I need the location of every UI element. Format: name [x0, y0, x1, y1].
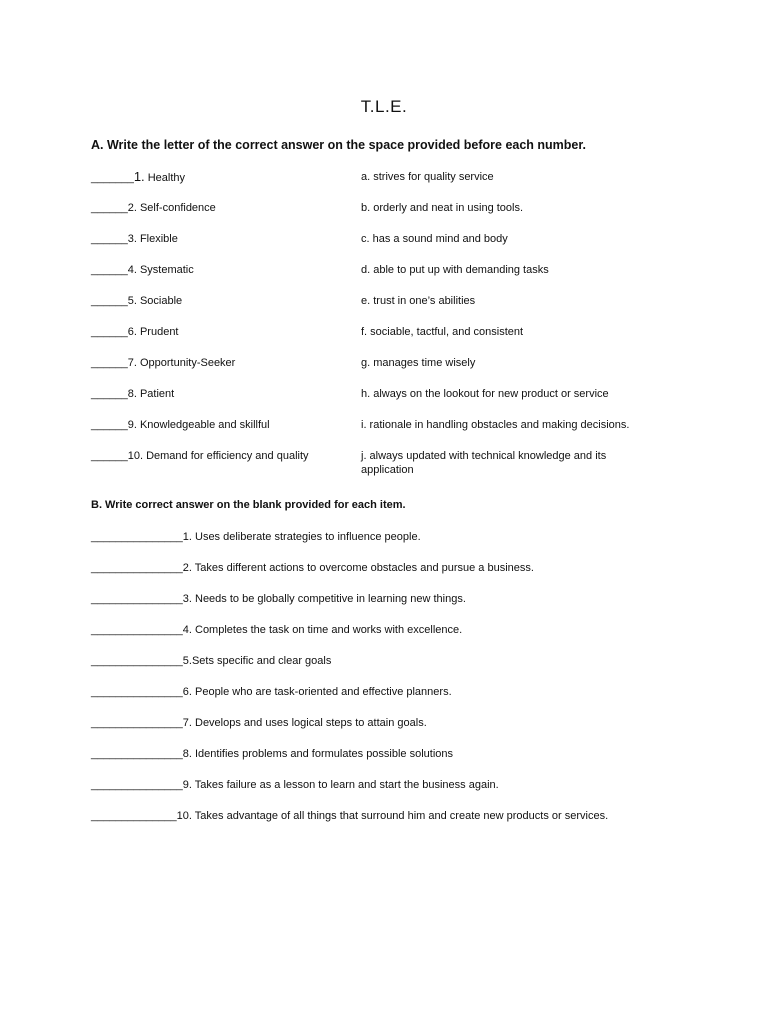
- matching-item: [91, 201, 691, 232]
- matching-list: [91, 170, 691, 491]
- matching-item: [91, 170, 691, 201]
- item-number: 2.: [127, 202, 137, 214]
- answer-blank[interactable]: ______: [91, 388, 128, 400]
- term-text: Flexible: [136, 233, 178, 245]
- matching-item: [91, 294, 691, 325]
- matching-term: [91, 232, 346, 246]
- matching-choice: b. orderly and neat in using tools.: [361, 202, 524, 214]
- matching-item: [91, 263, 691, 294]
- item-number: 8.: [127, 388, 137, 400]
- answer-blank[interactable]: ______: [91, 419, 128, 431]
- matching-term: [91, 170, 346, 185]
- term-text: Healthy: [144, 172, 186, 184]
- answer-blank[interactable]: ______: [91, 202, 128, 214]
- fill-in-item[interactable]: _______________9. Takes failure as a lesson to learn and start the business again.: [91, 779, 499, 791]
- term-text: Prudent: [136, 326, 179, 338]
- matching-choice: g. manages time wisely: [361, 357, 476, 369]
- matching-term: [91, 418, 346, 432]
- matching-term: [91, 387, 346, 401]
- matching-choice: j. always updated with technical knowledge and its application: [361, 450, 607, 476]
- item-number: 4.: [127, 264, 137, 276]
- answer-blank[interactable]: ______: [91, 450, 128, 462]
- matching-choice: c. has a sound mind and body: [361, 233, 508, 245]
- matching-item: [91, 449, 691, 491]
- item-number: 3.: [127, 233, 137, 245]
- matching-item: [91, 387, 691, 418]
- matching-item: [91, 232, 691, 263]
- matching-item: [91, 325, 691, 356]
- fill-in-item[interactable]: _______________8. Identifies problems and formulates possible solutions: [91, 748, 454, 760]
- answer-blank[interactable]: ______: [91, 357, 128, 369]
- section-a-heading: A. Write the letter of the correct answer on the space provided before each number.: [91, 138, 587, 152]
- matching-choice: f. sociable, tactful, and consistent: [361, 326, 524, 338]
- fill-in-item[interactable]: _______________1. Uses deliberate strategies to influence people.: [91, 531, 421, 543]
- term-text: Sociable: [136, 295, 183, 307]
- fill-in-item[interactable]: _______________3. Needs to be globally competitive in learning new things.: [91, 593, 466, 605]
- matching-choice: a. strives for quality service: [361, 171, 494, 183]
- fill-in-list: [91, 530, 711, 840]
- matching-item: [91, 418, 691, 449]
- matching-choice: d. able to put up with demanding tasks: [361, 264, 549, 276]
- matching-term: [91, 294, 346, 308]
- item-number: 7.: [127, 357, 137, 369]
- term-text: Patient: [136, 388, 175, 400]
- page-title: T.L.E.: [360, 97, 408, 116]
- answer-blank[interactable]: ______: [91, 295, 128, 307]
- matching-item: [91, 356, 691, 387]
- term-text: Opportunity-Seeker: [136, 357, 236, 369]
- fill-in-item[interactable]: _______________7. Develops and uses logical steps to attain goals.: [91, 717, 427, 729]
- matching-term: [91, 449, 346, 463]
- item-number: 6.: [127, 326, 137, 338]
- fill-in-item[interactable]: ______________10. Takes advantage of all things that surround him and create new products or services.: [91, 810, 609, 822]
- matching-choice: i. rationale in handling obstacles and making decisions.: [361, 419, 630, 431]
- term-text: Demand for efficiency and quality: [143, 450, 309, 462]
- fill-in-item[interactable]: _______________6. People who are task-oriented and effective planners.: [91, 686, 452, 698]
- matching-term: [91, 356, 346, 370]
- fill-in-item[interactable]: _______________5.Sets specific and clear goals: [91, 655, 332, 667]
- matching-choice: e. trust in one’s abilities: [361, 295, 476, 307]
- answer-blank[interactable]: ______: [91, 264, 128, 276]
- section-b-heading: B. Write correct answer on the blank provided for each item.: [91, 499, 406, 511]
- matching-term: [91, 325, 346, 339]
- answer-blank[interactable]: _______: [91, 172, 134, 184]
- item-number: 9.: [127, 419, 137, 431]
- item-number: 10.: [127, 450, 144, 462]
- matching-term: [91, 263, 346, 277]
- term-text: Knowledgeable and skillful: [136, 419, 270, 431]
- answer-blank[interactable]: ______: [91, 233, 128, 245]
- term-text: Self-confidence: [136, 202, 216, 214]
- term-text: Systematic: [136, 264, 194, 276]
- answer-blank[interactable]: ______: [91, 326, 128, 338]
- fill-in-item[interactable]: _______________4. Completes the task on time and works with excellence.: [91, 624, 463, 636]
- matching-choice: h. always on the lookout for new product or service: [361, 388, 609, 400]
- item-number: 1.: [133, 169, 145, 184]
- matching-term: [91, 201, 346, 215]
- item-number: 5.: [127, 295, 137, 307]
- fill-in-item[interactable]: _______________2. Takes different actions to overcome obstacles and pursue a business.: [91, 562, 534, 574]
